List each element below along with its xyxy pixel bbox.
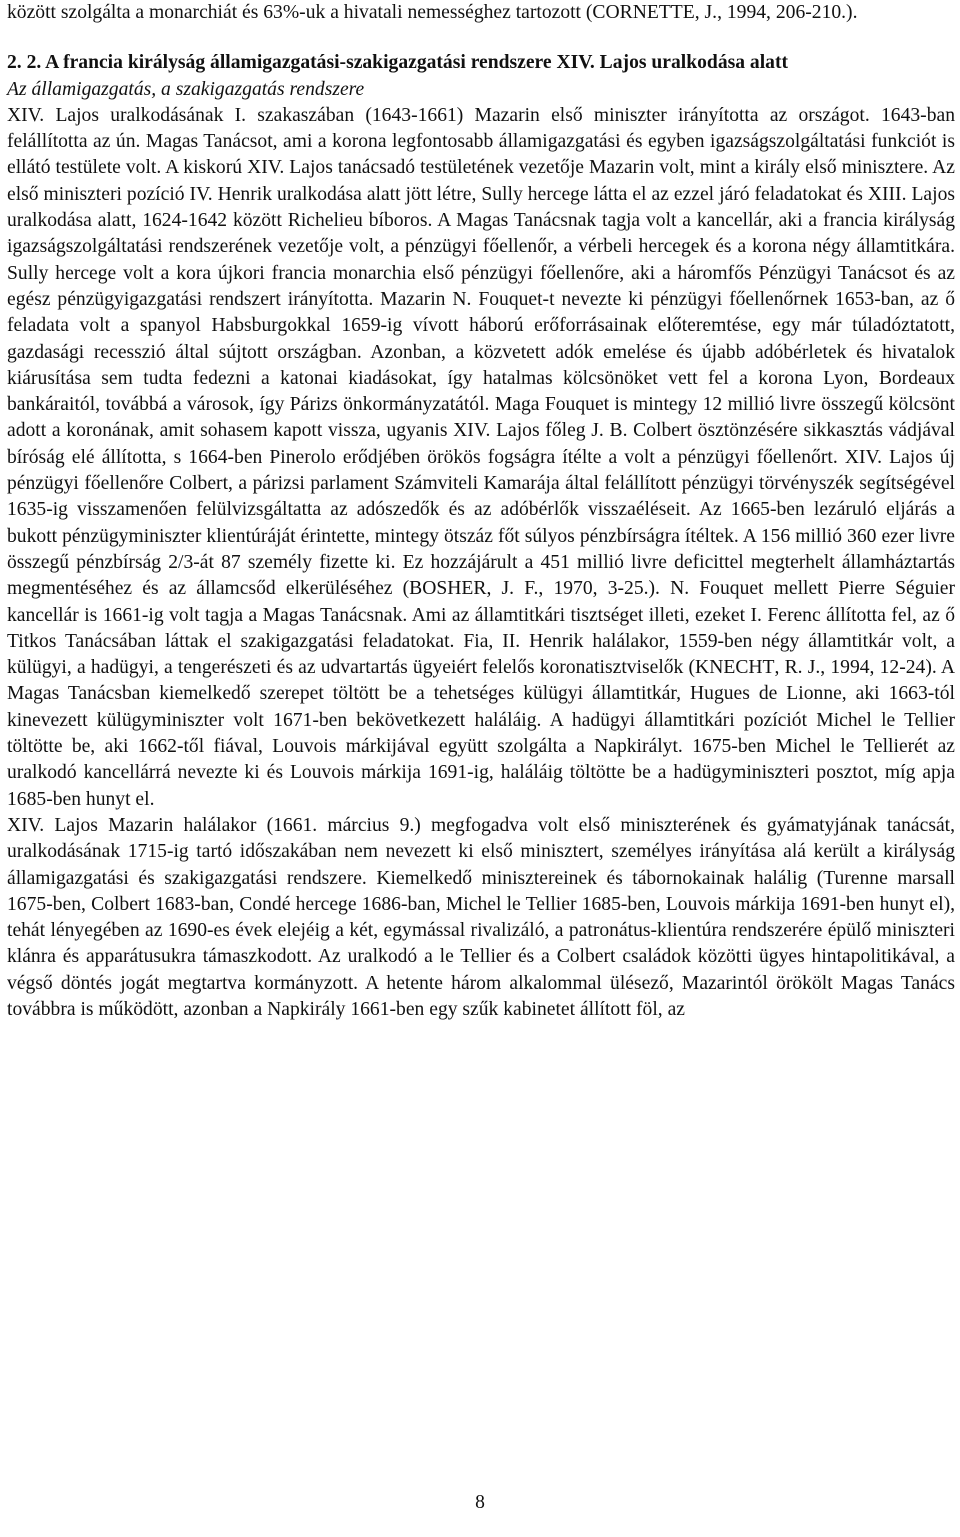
body-paragraph-2: XIV. Lajos Mazarin halálakor (1661. március 9.) megfogadva volt első miniszterének és gyámatyjának tanácsát, uralkodásának 1715-ig tartó időszakában nem nevezett ki első minisztert, személyes irányítása alá került a királyság államigazgatási és szakigazgatási rendszere. Kiemelkedő minisztereinek és tábornokainak halálig (Turenne marsall 1675-ben, Colbert 1683-ban, Condé hercege 1686-ban, Michel le Tellier 1685-ben, Louvois márkija 1691-ben hunyt el), tehát lényegében az 1690-es évek elejéig a két, egymással rivalizáló, a patronátus-klientúra rendszerére épülő miniszteri klánra és apparátusukra támaszkodott. Az uralkodó a le Tellier és a Colbert családok közötti ügyes hintapolitikával, a végső döntés jogát megtartva kormányzott. A hetente három alkalommal ülésező, Mazarintól örökölt Magas Tanács továbbra is működött, azonban a Napkirály 1661-ben egy szűk kabinetet állított föl, az bbox=[7, 814, 955, 1020]
paragraph1-text-c: , R. J., 1994, 12-24). A Magas Tanácsban kiemelkedő szerepet töltött be a tehetséges külügyi államtitkár, Hugues de Lionne, aki 1663-tól kinevezett külügyminiszter volt 1671-ben bekövetkezett haláláig. A hadügyi államtitkári pozíciót Michel le Tellier töltötte be, aki 1662-től fiával, Louvois márkijával együtt szolgálta a Napkirályt. 1675-ben Michel le Tellierét az uralkodó kancellárrá nevezte ki és Louvois márkija 1691-ig, haláláig töltötte be a hadügyminiszteri posztot, míg apja 1685-ben hunyt el. bbox=[7, 657, 955, 810]
intro-text-a: között szolgálta a monarchiát és 63%-uk a hivatali nemességhez tartozott (C bbox=[7, 2, 606, 23]
body-paragraph-1 bbox=[7, 103, 955, 813]
intro-paragraph bbox=[7, 0, 955, 26]
paragraph1-text-b: , J. F., 1970, 3-25.). N. Fouquet mellett Pierre Séguier kancellár is 1661-ig volt tagja a Magas Tanácsnak. Ami az államtitkári tisztséget illeti, ezeket I. Ferenc állította fel, az ő Titkos Tanácsában láttak el szakigazgatási feladatokat. Fia, II. Henrik halálakor, 1559-ben négy államtitkár volt, a külügyi, a hadügyi, a tengerészeti és az udvartartás ügyeiért felelős koronatisztviselők (K bbox=[7, 578, 955, 679]
document-page bbox=[7, 0, 955, 1023]
section-heading: 2. 2. A francia királyság államigazgatási-szakigazgatási rendszere XIV. Lajos uralkodása alatt bbox=[7, 52, 789, 74]
author-knecht: NECHT bbox=[709, 657, 775, 679]
section-spacer bbox=[7, 26, 955, 50]
author-bosher: OSHER bbox=[422, 578, 487, 600]
section-subheading: Az államigazgatás, a szakigazgatás rendszere bbox=[7, 78, 365, 100]
intro-text-b: , J., 1994, 206-210.). bbox=[694, 2, 858, 23]
author-cornette: ORNETTE bbox=[605, 2, 695, 23]
paragraph1-text-a: XIV. Lajos uralkodásának I. szakaszában (1643-1661) Mazarin első miniszter irányította az országot. 1643-ban felállította az ún. Magas Tanácsot, ami a korona legfontosabb államigazgatási és egyben igazságszolgáltatási funkciót is ellátó testülete volt. A kiskorú XIV. Lajos tanácsadó testületének vezetője Mazarin volt, mint a király első minisztere. Az első miniszteri pozíció IV. Henrik uralkodása alatt jött létre, Sully hercege látta el az ezzel járó feladatokat és XIII. Lajos uralkodása alatt, 1624-1642 között Richelieu bíboros. A Magas Tanácsnak tagja volt a kancellár, aki a francia királyság igazságszolgáltatási rendszerének vezetője volt, a pénzügyi főellenőr, a vérbeli hercegek és a korona négy államtitkára. Sully hercege volt a kora újkori francia monarchia első pénzügyi főellenőre, aki a háromfős Pénzügyi Tanácsot és az egész pénzügyigazgatási rendszert irányította. Mazarin N. Fouquet-t nevezte ki pénzügyi főellenőrnek 1653-ban, az ő feladata volt a spanyol Habsburgokkal 1659-ig vívott háború erőforrásainak előteremtése, egy már túladóztatott, gazdasági recesszió által sújtott országban. Azonban, a közvetett adók emelése és újabb adóbérletek és hivatalok kiárusítása sem tudta fedezni a katonai kiadásokat, így hatalmas kölcsönöket vett fel a korona Lyon, Bordeaux bankáraitól, továbbá a városok, így Párizs önkormányzatától. Maga Fouquet is mintegy 12 millió livre összegű kölcsönt adott a koronának, amit sohasem kapott vissza, ugyanis XIV. Lajos főleg J. B. Colbert ösztönzésére sikkasztás vádjával bíróság elé állította, s 1664-ben Pinerolo erődjében örökös fogságra ítélte a volt a pénzügyi főellenőrt. XIV. Lajos új pénzügyi főellenőre Colbert, a párizsi parlament Számviteli Kamarája által felállított pénzügyi törvényszék segítségével 1635-ig visszamenően felülvizsgáltatta az adószedők és az adóbérlők visszaéléseit. Az 1665-ben lezáruló eljárás a bukott pénzügyminiszter klientúráját érintette, mintegy ötszáz főt súlyos pénzbírságra ítéltek. A 156 millió 360 ezer livre összegű pénzbírság 2/3-át 87 személy fizette ki. Ez hozzájárult a 451 millió livre deficittel megterhelt államháztartás megmentéséhez és az államcsőd elkerüléséhez (B bbox=[7, 104, 955, 600]
page-number: 8 bbox=[475, 1492, 485, 1513]
